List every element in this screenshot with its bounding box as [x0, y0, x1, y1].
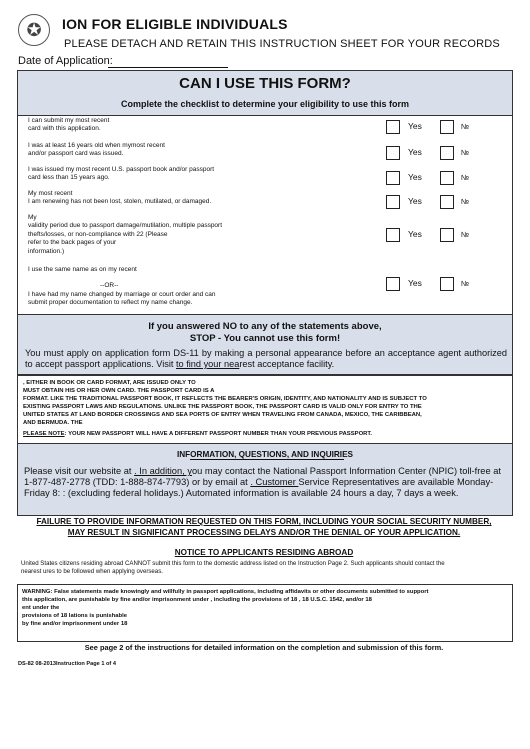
website-link[interactable]: . In addition, y: [134, 466, 192, 476]
please-note: PLEASE NOTE: YOUR NEW PASSPORT WILL HAVE A DIFFERENT PASSPORT NUMBER THAN YOUR PREVIOUS PASSPORT.: [23, 431, 373, 437]
item-1-yes-checkbox[interactable]: [386, 120, 400, 134]
no-label: №: [461, 122, 470, 131]
form-footer: DS-82 08-2013Instruction Page 1 of 4: [18, 661, 116, 667]
information-heading: INFORMATION, QUESTIONS, AND INQUIRIES: [176, 450, 354, 459]
item-4-yes-checkbox[interactable]: [386, 195, 400, 209]
stop-body: You must apply on application form DS-11 by making a personal appearance before an acceptance agent authorized to accept passport applications. Visit to find your nearest acceptance facility.: [25, 348, 507, 369]
item-3-yes-checkbox[interactable]: [386, 171, 400, 185]
warning-box: WARNING: False statements made knowingly and willfully in passport applications, including affidavits or other documents submitted to support this application, are punishable by fine and/or imprisonment under , including the provisions of 18 , 18 U.S.C. 1542, and/or 18 ent under the provisions of 18 lations is punishable by fine and/or imprisonment under 18: [17, 584, 513, 642]
page-subtitle: PLEASE DETACH AND RETAIN THIS INSTRUCTION SHEET FOR YOUR RECORDS: [64, 38, 500, 50]
yes-label: Yes: [408, 196, 422, 206]
stop-box: [17, 314, 513, 375]
notice-abroad-heading: NOTICE TO APPLICANTS RESIDING ABROAD: [174, 548, 354, 557]
eligibility-heading: CAN I USE THIS FORM?: [179, 75, 351, 92]
notice-abroad-text: United States citizens residing abroad CANNOT submit this form to the domestic address listed on the Instruction Page 2. Such applicants should contact the nearest ures to be followed when applying overseas.: [21, 560, 445, 576]
yes-label: Yes: [408, 278, 422, 288]
yes-label: Yes: [408, 147, 422, 157]
item-5-yes-checkbox[interactable]: [386, 228, 400, 242]
see-page-2-note: See page 2 of the instructions for detailed information on the completion and submission of this form.: [84, 643, 444, 652]
no-label: №: [461, 279, 470, 288]
stop-line-2: STOP - You cannot use this form!: [189, 333, 341, 344]
date-of-application-label: Date of Application:: [18, 55, 113, 67]
checklist-item-2: I was at least 16 years old when mymost recent and/or passport card was issued.: [28, 142, 165, 158]
checklist-item-4: My most recent I am renewing has not been lost, stolen, mutilated, or damaged.: [28, 190, 212, 206]
checklist-item-6: I use the same name as on my recent --OR-- I have had my name changed by marriage or court order and can submit proper documentation to reflect my name change.: [28, 266, 260, 308]
date-of-application-field[interactable]: [108, 67, 228, 68]
checklist-item-3: I was issued my most recent U.S. passport book and/or passport card less than 15 years ago.: [28, 166, 215, 182]
email-link[interactable]: . Customer: [250, 477, 299, 488]
eligibility-header: [18, 71, 512, 116]
item-5-no-checkbox[interactable]: [440, 228, 454, 242]
eligibility-checklist: [17, 70, 513, 315]
or-separator: --OR--: [100, 282, 119, 290]
information-box: [17, 443, 513, 516]
item-1-no-checkbox[interactable]: [440, 120, 454, 134]
page-title: ION FOR ELIGIBLE INDIVIDUALS: [62, 16, 288, 32]
no-label: №: [461, 197, 470, 206]
acceptance-facility-link[interactable]: to find your nea: [176, 359, 240, 369]
item-6-no-checkbox[interactable]: [440, 277, 454, 291]
stop-line-1: If you answered NO to any of the statements above,: [148, 321, 382, 332]
item-3-no-checkbox[interactable]: [440, 171, 454, 185]
us-seal-icon: ✪: [18, 14, 50, 46]
yes-label: Yes: [408, 229, 422, 239]
yes-label: Yes: [408, 172, 422, 182]
item-2-yes-checkbox[interactable]: [386, 146, 400, 160]
eligibility-subheading: Complete the checklist to determine your eligibility to use this form: [120, 99, 410, 109]
no-label: №: [461, 173, 470, 182]
checklist-item-1: I can submit my most recent card with this application.: [28, 117, 110, 133]
failure-notice: FAILURE TO PROVIDE INFORMATION REQUESTED ON THIS FORM, INCLUDING YOUR SOCIAL SECURITY NUMBER, MAY RESULT IN SIGNIFICANT PROCESSING DELAYS AND/OR THE DENIAL OF YOUR APPLICATION.: [36, 517, 492, 537]
item-2-no-checkbox[interactable]: [440, 146, 454, 160]
heading-underline: [190, 459, 344, 460]
yes-label: Yes: [408, 121, 422, 131]
no-label: №: [461, 230, 470, 239]
information-text: Please visit our website at . In addition, you may contact the National Passport Information Center (NPIC) toll-free at 1-877-487-2778 (TDD: 1-888-874-7793) or by email at . Customer Service Representatives are available Monday-Friday 8: : (excluding federal holidays.) Automated information is available 24 hours a day, 7 days a week.: [24, 466, 501, 499]
item-4-no-checkbox[interactable]: [440, 195, 454, 209]
item-6-yes-checkbox[interactable]: [386, 277, 400, 291]
no-label: №: [461, 148, 470, 157]
checklist-item-5: My validity period due to passport damage/mutilation, multiple passport thefts/losses, or non-compliance with 22 (Please refer to the back pages of your information.): [28, 214, 223, 255]
passport-card-notice: , EITHER IN BOOK OR CARD FORMAT, ARE ISSUED ONLY TO MUST OBTAIN HIS OR HER OWN CARD. THE PASSPORT CARD IS A FORMAT. LIKE THE TRADITIONAL PASSPORT BOOK, IT REFLECTS THE BEARER'S ORIGIN, IDENTITY, AND NATIONALITY AND IS SUBJECT TO EXISTING PASSPORT LAWS AND REGULATIONS. UNLIKE THE PASSPORT BOOK, THE PASSPORT CARD IS VALID ONLY FOR ENTRY TO THE UNITED STATES AT LAND BORDER CROSSINGS AND SEA PORTS OF ENTRY WHEN TRAVELING FROM CANADA, MEXICO, THE CARIBBEAN, AND BERMUDA. THE PLEASE NOTE: YOUR NEW PASSPORT WILL HAVE A DIFFERENT PASSPORT NUMBER THAN YOUR PREVIOUS PASSPORT.: [17, 375, 513, 444]
